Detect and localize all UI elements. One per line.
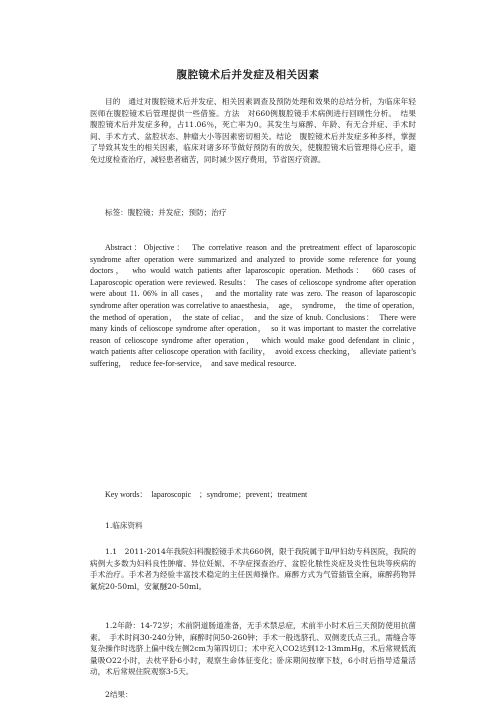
section-1-heading: 1.临床资料 — [105, 521, 143, 530]
section-1-1-paragraph: 1.1 2011-2014年我院妇科腹腔镜手术共660例，限于我院属于Ⅱ/甲妇幼专科医院，我院的病例大多数为妇科良性肿瘤、异位妊娠、不孕症探查治疗、盆腔化脓性炎症及炎性包块等疾病的手术治疗。手术者为经验丰富技术稳定的主任医师操作。麻醉方式为气管插管全麻，麻醉药物异氟烷20-50ml，安氟醚20-50ml。 — [90, 547, 416, 591]
section-1-2-paragraph: 1.2年龄：14-72岁；术前阴道肠道准备，无手术禁忌症，术前半小时术后三天预防使用抗菌素。 手术时间30-240分钟，麻醉时间50-260钟；手术一般选脐孔、双侧麦氏点三孔，需缝合等复杂操作时选脐上偏中线左侧2cm为第四切口；术中充入CO2达到12-13mmHg，术后常规低流量吸O22小时，去枕平卧6小时，观察生命体征变化；卧床期间按摩下肢，6小时后指导适量活动，术后常规住院观察3-5天。 — [90, 621, 416, 677]
abstract-chinese: 目的 通过对腹腔镜术后并发症、相关因素调查及预防处理和效果的总结分析，为临床年轻医师在腹腔镜术后管理提供一些借鉴。方法 对660例腹腔镜手术病例进行回顾性分析。 结果 腹腔镜术后并发症多种，占11.06％，死亡率为0。其发生与麻醉、年龄、有无合并症、手术时间、手术方式、盆腔状态、肿瘤大小等因素密切相关。结论 腹腔镜术后并发症多种多样，掌握了导致其发生的相关因素，临床对诸多环节做好预防有的放矢，使腹腔镜术后管理得心应手，避免过度检查治疗，减轻患者痛苦，同时减少医疗费用，节省医疗资源。 — [90, 97, 424, 164]
keywords-english: Key words： laparoscopic ；syndrome；prevent；treatment — [105, 490, 308, 499]
document-title: 腹腔镜术后并发症及相关因素 — [176, 69, 320, 81]
abstract-english: Abstract：Objective： The correlative reason and the pretreatment effect of laparoscopic syndrome after operation were summarized and analyzed to provide some reference for young doctors， who would watch patients after laparoscopic operation. Methods： 660 cases of Laparoscopic operation were reviewed. Results： The cases of celioscope syndrome after operation were about 11. 06% in all cases， and the mortality rate was zero. The reason of laparoscopic syndrome after operation was correlative to anaesthesia， age， syndrome， the time of operation， the method of operation， the state of celiac， and the size of knub. Conclusions： There were many kinds of celioscope syndrome after operation， so it was important to master the correlative reason of celioscope syndrome after operation， which would make good defendant in clinic， watch patients after celioscope operation with facility， avoid excess checking， alleviate patient’s suffering， reduce fee-for-service， and save medical resource. — [90, 243, 424, 368]
keywords-chinese: 标签：腹腔镜；并发症；预防；治疗 — [105, 208, 227, 217]
section-2-heading: 2结果： — [105, 690, 133, 699]
